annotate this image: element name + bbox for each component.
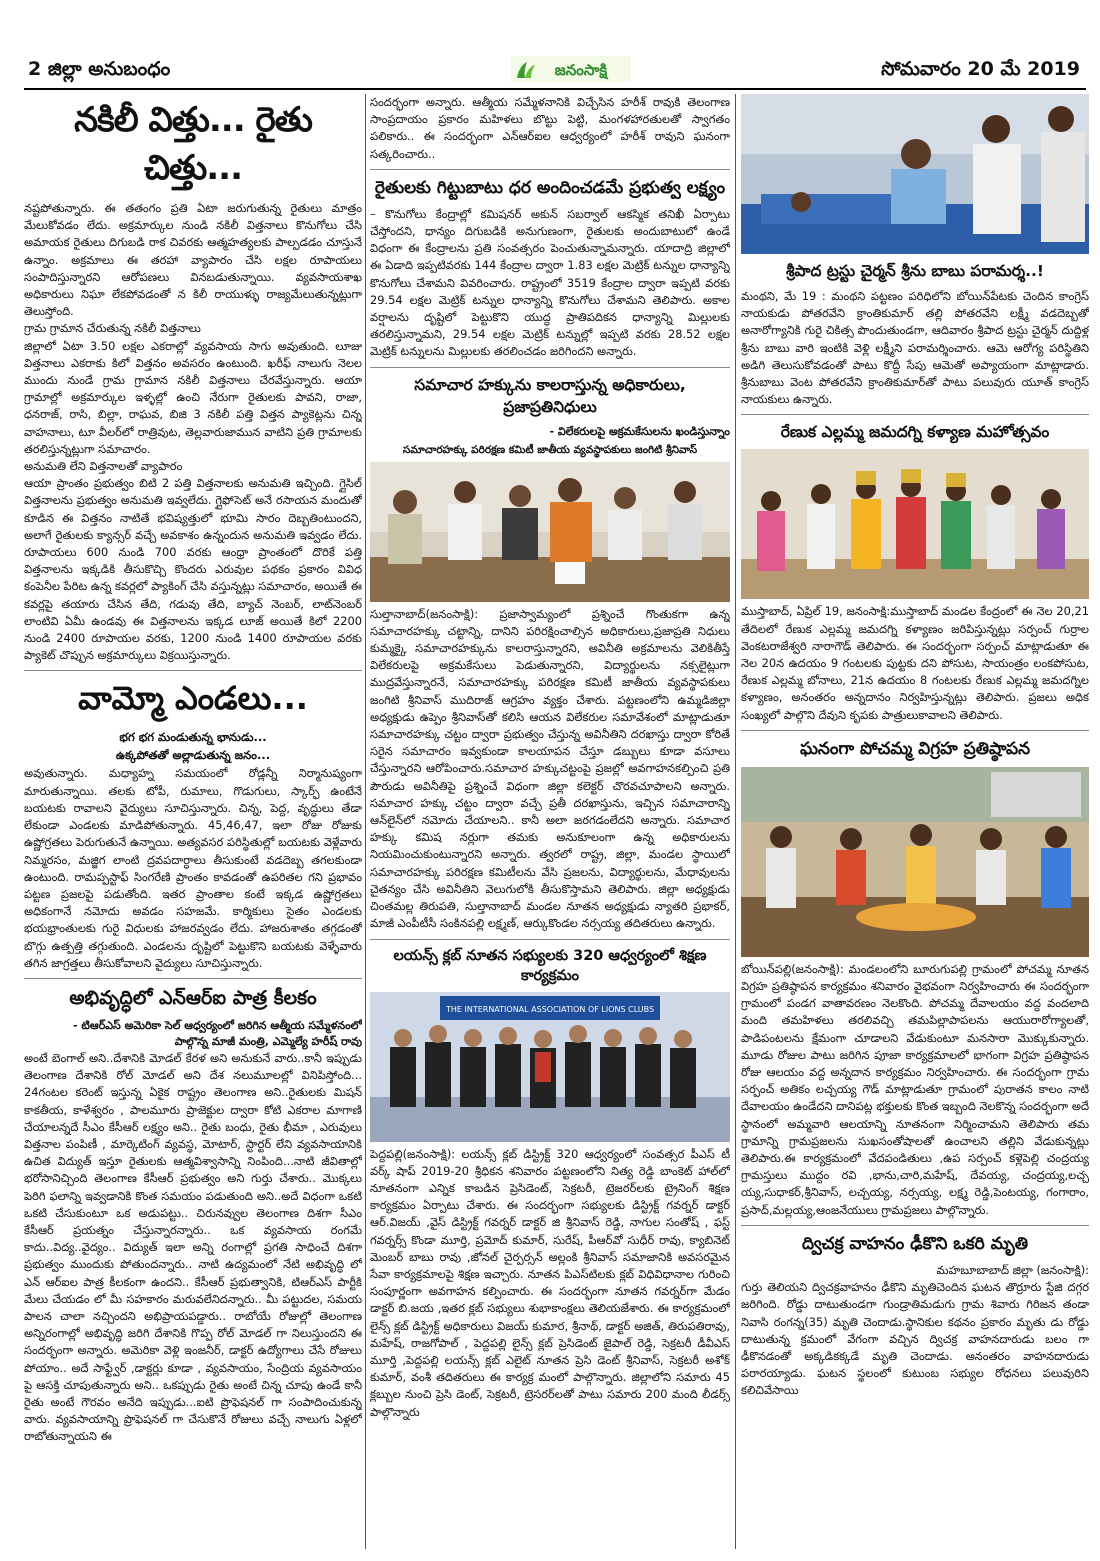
subheadline: భగ భగ మండుతున్న భానుడు...	[119, 730, 267, 745]
article-text: అంటే బెంగాల్ అని..దేశానికి మోడల్ కేరళ అని అనుకునే వారు..కానీ ఇప్పుడు తెలంగాణ దేశానికి రోల్ మోడల్ అని దేశ నలుమూలల్లో వినిపిస్తోంది... 24గంటల కరెంట్ ఇస్తున్న ఏకైక రాష్ట్రం తెలంగాణ అని..రైతులకు మిషన్ కాకతీయ, కాళేశ్వరం , పాలమూరు ప్రాజెక్టుల ద్వారా కోటి ఎకరాల మాగాణి చేయాలన్నదే సీఎం కేసీఆర్ లక్ష్యం అని.. రైతు బంధు, రైతు భీమా , ఎరువులు విత్తనాల పంపిణీ , మార్కెటింగ్ వ్యవస్థ, మోటార్, స్టార్టర్ లేని వ్యవసాయానికి ఉచిత విద్యుత్ ఇస్తూ రైతులకు ఆత్మవిశ్వాసాన్ని నింపింది...నాటి జీవితాల్లో భరోసానిచ్చింది తెలంగాణ కేసీఆర్ ప్రభుత్వం అని గుర్తు చేశారు.. మొక్కలు పెరిగి ఫలాన్ని ఇవ్వడానికి కొంత సమయం పడుతుంది అని..అదే విధంగా ఒకటి ఒకటి చేసుకుంటూ ఒక అడుపట్టు.. చిరునవ్వుల తెలంగాణ దిశగా సీఎం కేసీఆర్ ప్రయత్నం చేస్తున్నారన్నారు.. ఒక వ్యవసాయ రంగమే కాదు..విద్య..వైద్యం.. విద్యుత్ ఇలా అన్ని రంగాల్లో ప్రగతి సాధించే దిశగా ప్రభుత్వం ముందుకు పోతుందన్నారు.. నాటి ఉద్యమంలో నేటి అభివృద్ధి లో ఎన్ ఆర్ఐల పాత్ర కీలకంగా ఉందని.. కేసీఆర్ ప్రభుత్వానికి, టిఆర్ఎస్ పార్టీకి మేలు చేయడం లో మీ సహకారం మరువలేనిదన్నారు.. మీ పట్టుదల, సమయ పాలన చాలా నచ్చిందని అభిప్రాయపడ్డారు.. రాబోయే రోజుల్లో తెలంగాణ అన్నిరంగాల్లో అభివృద్ధి జరిగి దేశానికి గొప్ప రోల్ మోడల్ గా నిలుస్తుందని ఈ సందర్భంగా అన్నారు. అమెరికా వెళ్లి ఇంజనీర్, డాక్టర్ ఉద్యోగాలు చేసే రోజులు పోయాం.. అదే సాఫ్ట్వేర్ ,డాక్టర్లు కూడా , వ్యవసాయం, సేంద్రియ వ్యవసాయం పై ఆసక్తి చూపుతున్నారు అని.. ఒకప్పుడు రైతు అంటే చిన్న చూపు ఉండే కానీ రైతు అంటే గౌరవం అనేది ఇప్పుడు...ఐటి ప్రొఫెషనల్ గా సంపాదించుకున్న వారు. వ్యవసాయాన్ని ప్రొఫెషనల్ గా చేసుకొనే రోజులు వచ్చే నాలుగు ఏళ్లలో రాబోతున్నాయని ఈ	[24, 1050, 362, 1444]
article-two-wheeler-accident	[741, 1234, 1089, 1400]
subheadline: పాల్గొన్న మాజీ మంత్రి, ఎమ్మెల్యే హరీష్ రావు	[174, 1034, 362, 1048]
subheadline: - టిఆర్ఎస్ అమెరికా సెల్ ఆధ్వర్యంలో జరిగిన ఆత్మీయ సమ్మేళనంలో	[73, 1018, 362, 1032]
article-pochamma-idol	[741, 739, 1089, 1219]
rti-press-meet-photo	[370, 462, 730, 602]
article-separator	[741, 730, 1089, 731]
article-rti	[370, 376, 730, 933]
article-text: ఆయా ప్రాంతం ప్రభుత్వం బిటి 2 పత్తి విత్తనాలకు అనుమతి ఇచ్చింది. గ్లైసిల్ విత్తనాలను ప్రభుత్వం అనుమతి ఇవ్వలేదు. గ్లైఫోసెట్ అనే రసాయన మందుతో కూడిన ఈ విత్తనం నాటితే భవిష్యత్తులో భూమి సారం దెబ్బతింటుందని, అలాగే రైతులకు క్యాన్సర్ వచ్చే అవకాశం ఉన్నందున అనుమతి ఇవ్వడం లేదు. రూపాయలు 600 నుండి 700 వరకు ఆంధ్రా ప్రాంతంలో దొరికే పత్తి విత్తనాలను ఇక్కడికి తీసుకొచ్చి కొందరు ఎరువుల పథకం ప్రకారం వివిధ కంపెనీల పేరిట ఉన్న కవర్లలో ప్యాకింగ్ చేసి వస్తున్నట్లు సమాచారం, అయితే ఈ కవర్లపై తయారు చేసిన తేది, గడువు తేది, బ్యాచ్ నెంబర్, లాట్‌నెంబర్ లాంటివి ఏమీ ఉండవు ఈ విత్తనాలను ఇక్కడ లూజ్ అయితే కిలో 2200 నుండి 2400 రూపాయల వరకు, 1200 నుండి 1400 రూపాయల వరకు ప్యాకెట్ చొప్పున అక్రమార్కులు విక్రయిస్తున్నారు.	[24, 476, 362, 663]
article-nri-role	[24, 987, 362, 1446]
festival-procession-photo	[741, 449, 1089, 599]
article-renuka-yellamma	[741, 423, 1089, 723]
issue-date: సోమవారం 20 మే 2019	[881, 58, 1080, 80]
article-text: సందర్భంగా అన్నారు. ఆత్మీయ సమ్మేళనానికి విచ్చేసిన హరీశ్ రావుకి తెలంగాణ సాంప్రదాయం ప్రకారం మహిళలు బొట్టు పెట్టి, మంగళహారతులతో స్వాగతం పలికారు.. ఈ సందర్భంగా ఎన్ఆర్ఐల ఆధ్వర్యంలో హరీశ్ రావుని ఘనంగా సత్కరించారు..	[370, 95, 730, 161]
headline: సమాచార హక్కును కాలరాస్తున్న అధికారులు, ప్రజాప్రతినిధులు	[414, 375, 686, 416]
headline: నకిలీ విత్తు... రైతు చిత్తు...	[74, 100, 312, 188]
masthead-logo	[511, 56, 631, 82]
subheadline: - విలేకరులపై అక్రమకేసులను ఖండిస్తున్నాం	[549, 424, 730, 438]
article-separator	[741, 1225, 1089, 1226]
column-3	[741, 94, 1089, 1549]
headline: శ్రీపాద ట్రస్టు చైర్మన్ శ్రీను బాబు పరామర్శ..!	[786, 262, 1044, 280]
article-text: నష్టపోతున్నారు. ఈ తతంగం ప్రతి ఏటా జరుగుతున్న రైతులు మాత్రం మేలుకోవడం లేదు. అక్రమార్కుల నుండి నకిలీ విత్తనాలు కొనుగోలు చేసి అమాయక రైతులు దిగుబడి రాక చివరకు ఆత్మహత్యలకు పాల్పడడం చూస్తునే ఉన్నాం. అక్రమాలు ఈ తరహా వ్యాపారం చేసి లక్షల రూపాయలు సంపాదిస్తున్నారని ఆరోపణలు వినబడుతున్నాయి. వ్యవసాయశాఖ అధికారులు నిఘా లేకపోవడంతో న కిలీ రాయుళ్ళు రాజ్యమేలుతున్నట్లుగా తెలుస్తోంది.	[24, 201, 362, 319]
headline: రైతులకు గిట్టుబాటు ధర అందించడమే ప్రభుత్వ లక్ష్యం	[374, 177, 726, 198]
page-label: 2 జిల్లా అనుబంధం	[28, 58, 171, 80]
article-text: గుర్తు తెలియని ద్విచక్రవాహనం ఢీకొని మృతిచెందిన ఘటన తొర్రూరు స్టేజి దగ్గర జరిగింది. రోడ్డు దాటుతుండగా గుండ్రాతిమడుగు గ్రామ శివారు గిరిజన తండా నివాసి రంగన్న(35) మృతి చెందాడు.స్థానికుల కథనం ప్రకారం మృతు డు రోడ్డు దాటుతున్న క్రమంలో వేగంగా వచ్చిన ద్విచక్ర వాహనదారుడు బలం గా ఢీకొనడంతో అక్కడికక్కడే మృతి చెందాడు. అనంతరం వాహనదారుడు పరారయ్యాడు. ఘటన స్థలంలో కుటుంబ సభ్యుల రోధనలు పలువురిని కలిచివేసాయి	[741, 1280, 1089, 1398]
article-text: ముస్తాబాద్, ఏప్రిల్ 19, జనంసాక్షి:ముస్తాబాద్ మండల కేంద్రంలో ఈ నెల 20,21 తేదిలలో రేణుక ఎల్లమ్మ జమదగ్ని కళ్యాణం జరిపిస్తున్నట్లు సర్పంచ్ గుర్రాల వెంకటరాజేశ్వరి నారాగౌడ్ తెలిపారు. ఈ సందర్భంగా సర్పంచ్ మాట్లాడుతూ ఈ నెల 20న ఉదయం 9 గంటలకు పుట్టకు దని పోసుట, సాయంత్రం లంకపోసుట, రేణుక ఎల్లమ్మ బోనాలు, 21న ఉదయం 8 గంటలకు రేణుక ఎల్లమ్మ జమదగ్నిల కళ్యాణం, అనంతరం అన్నదానం నిర్వహిస్తున్నట్లు తెలిపారు. ప్రజలు అధిక సంఖ్యలో పాల్గొని దేవుని కృపకు పాత్రులుకావాలని తెలిపారు.	[741, 604, 1089, 722]
article-text: జిల్లాలో ఏటా 3.50 లక్షల ఎకరాల్లో వ్యవసాయ సాగు అవుతుంది. లూజు విత్తనాలు ఎకరాకు కిలో విత్తనం అవసరం ఉంటుంది. ఖరీఫ్ నాలుగు నెలల ముందు నుండే గ్రామ గ్రామాన నకిలీ విత్తనాలు చేరవేస్తున్నారు. ఆయా గ్రామాల్లో అక్రమార్కుల ఇళ్ళల్లో ఉంచి నేరుగా రైతులకు పావని, రాజా, ధనరాజ్, రాసి, బిల్లా, రాఘవ, బిజి 3 నకిలీ పత్తి విత్తన ప్యాకెట్లను చిన్న వాహనాలు, టూ వీలర్‌లో రాత్రివుట, తెల్లవారుజామున వాటిని ప్రతి గ్రామాలకు తరలిస్తున్నట్లుగా సమాచారం.	[24, 338, 362, 456]
logo-text: జనంసాక్షి	[554, 61, 608, 79]
article-separator	[370, 367, 730, 368]
article-text: – కొనుగోలు కేంద్రాల్లో కమిషనర్ అకున్ సబర్వాల్ ఆకస్మిక తనిఖీ ఏర్పాటు చేస్తోందని, ధాన్యం దిగుబడికి అనుగుణంగా, రైతులకు అందుబాటులో ఉండే విధంగా ఈ కేంద్రాలను ప్రతి సంవత్సరం పెంచుతున్నామన్నారు. యాదాద్రి జిల్లాలో ఈ ఏడాది ఇప్పటివరకు 144 కేంద్రాల ద్వారా 1.83 లక్షల మెట్రిక్ టన్నుల ధాన్యాన్ని కొనుగోలు చేశామని వివరించారు. రాష్ట్రంలో 3519 కేంద్రాల ద్వారా ఇప్పటి వరకు 29.54 లక్షల మెట్రిక్ టన్నుల ధాన్యాన్ని కొనుగోలు చేశామని తెలిపారు. అకాల వర్షాలను దృష్టిలో పెట్టుకొని యుద్ధ ప్రాతిపదికన ధాన్యాన్ని మిల్లులకు తరలిస్తున్నామని, 29.54 లక్షల మెట్రిక్ టన్నుల్లో ఇప్పటి వరకు 28.52 లక్షల మెట్రిక్ టన్నులను మిల్లులకు తరలించడం జరిగిందని అన్నారు.	[370, 206, 730, 359]
article-heatwave	[24, 679, 362, 971]
headline: లయన్స్ క్లబ్ నూతన సభ్యులకు 320 ఆధ్వర్యంలో శిక్షణ కార్యక్రమం	[393, 947, 707, 984]
column-divider	[735, 94, 736, 1549]
article-subhead: అనుమతి లేని విత్తనాలతో వ్యాపారం	[24, 459, 183, 474]
article-separator	[370, 169, 730, 170]
article-text: పెద్దపల్లి(జనంసాక్షి): లయన్స్ క్లబ్ డిస్ట్రిక్ట్ 320 ఆధ్వర్యంలో సంవత్సర పీఎస్ టీ వర్క్ షాప్ 2019-20 శ్రీధికన శనివారం పట్టణంలోని నిత్య రెడ్డి బాంకెట్ హాల్‌లో నూతనంగా ఎన్నిక కాబడిన ప్రెసిడెంట్, సెక్రటరీ, ట్రెజరర్‌లకు ట్రైనింగ్ శిక్షణ కార్యక్రమం ఏర్పాటు చేశారు. ఈ సందర్భంగా సభ్యులకు డిస్ట్రిక్ట్ గవర్నర్ డాక్టర్ ఆర్.విజయ్ ,వైస్ డిస్ట్రిక్ట్ గవర్నర్ డాక్టర్ జి శ్రీనివాస్ రెడ్డి, నాగుల సంతోష్ , ఫస్ట్ గవర్నర్స్ కొండా మూర్తి, ప్రమోద్ కుమార్, సురేష్, పీఆర్‌వో సుధీర్ రావు, క్యాబినెట్ మెంబర్ బాబు రావు ,జోనల్ చైర్పర్సన్ అల్లంకి శ్రీనివాస్ సమాజానికి అవసరమైన సేవా కార్యక్రమాలపై శిక్షణ ఇచ్చారు. నూతన పిఎస్‌టిలకు క్లబ్ విధివిధానాల గురించి సంపూర్ణంగా అవగాహన కల్పించారు. ఈ సందర్భంగా నూతన గవర్నర్‌గా మేడం డాక్టర్ బి.జయ ,ఇతర క్లబ్ సభ్యులు శుభాకాంక్షలు తెలియజేశారు. ఈ కార్యక్రమంలో లైన్స్ క్లబ్ డిస్ట్రిక్ట్ అధికారులు విజయ్ కుమార, శ్రీనాథ్, డాక్టర్ అజిత్, తిరుపతిరావు, మహేష్, రాజగోపాల్ , పెద్దపల్లి లైన్స్ క్లబ్ ప్రెసిడెంట్ జైపాల్ రెడ్డి, సెక్రటరీ డీవీఎస్ మూర్తి ,పెద్దపల్లి లయన్స్ క్లబ్ ఎలైట్ నూతన ప్రెసి డెంట్ శ్రీనివాస్, సెక్రటరీ అశోక్ కుమార్, వంశీ తదితరులు ఈ కార్యక్ర మంలో పాల్గొన్నారు. జిల్లాలోని సమారు 45 క్లబ్బుల నుంచి ప్రెసి డెంట్, సెక్రటరీ, ట్రెసరర్‌లతో పాటు సమారు 200 మంది లీడర్స్ పాల్గొన్నారు	[370, 1146, 730, 1419]
subheadline: సమాచారహక్కు పరిరక్షణ కమిటీ జాతీయ వ్యవస్థాపకులు జంగిటి శ్రీనివాస్	[402, 443, 698, 456]
article-text: సుల్తానాబాద్(జనంసాక్షి): ప్రజాస్వామ్యంలో ప్రశ్నించే గొంతుకగా ఉన్న సమాచారహక్కు చట్టాన్ని, దానిని పరిరక్షించాల్సిన అధికారులు,ప్రజాప్రతి నిధులు కుమ్మక్కై సమాచారహక్కును కాలరాస్తున్నారని, అవినీతి అక్రమాలను వెలికితీస్తే విలేకరులపై అక్రమకేసులు పెడుతున్నారని, విద్యార్థులను నక్సలైట్లుగా ముద్రవేస్తున్నారనే, సమాచారహక్కు పరిరక్షణ కమిటీ జాతీయ వ్యవస్థాపకులు జంగిటి శ్రీనివాస్ ముదిరాజ్ ఆగ్రహం వ్యక్తం చేశారు. పట్టణంలోని ఉమ్మడిజిల్లా అధ్యక్షుడు ఉప్పెం శ్రీనివాస్‌తో కలిసి ఆయన విలేకరుల సమావేశంలో మాట్లాడుతూ సమాచారహక్కు చట్టం ద్వారా ప్రభుత్వం చేస్తున్న అవినీతిని దరఖాస్తు ద్వారా కోరితే సరైన సమాచారం ఇవ్వకుండా కాలయాపన చేస్తూ డబ్బులు కూడా వసూలు చేస్తున్నారని ఆరోపించారు.సమాచార హక్కుచట్టంపై ప్రజల్లో అవగాహనకల్పించి ప్రతి పౌరుడు అవినీతిపై ప్రశ్నించే విధంగా జిల్లా కలెక్టర్ చొరవచూపాలని అన్నారు. సమాచార హక్కు చట్టం ద్వారా వచ్చే ప్రతీ దరఖాస్తును, ఇచ్చిన సమాచారాన్ని ఆన్‌లైన్‌లో నమోదు చేయాలని.. కానీ అలా జరగడంలేదని అన్నారు. సమాచార హక్కు కమిష నర్లుగా తమకు అనుకూలంగా ఉన్న అధికారులను నియమించుకుంటున్నారని అన్నారు‌. త్వరలో రాష్ట్ర, జిల్లా, మండల స్థాయిలో సమాచారహక్కు పరిరక్షణ కమిటీలను వేసి ప్రజలను, విద్యార్థులను, మేధావులను చైతన్యం చేసి అవినీతిని వెలుగులోకి తీసుకొస్తామని తెలిపారు. జిల్లా అధ్యక్షుడు చింతమల్ల తిరుపతి, సుల్తానాబాద్ మండల నూతన అధ్యక్షుడు న్యాతరి ప్రభాకర్, మాజీ ఎంపీటీసీ సంకినపల్లి లక్ష్మణ్, ఆర్కుకొండల నర్సయ్య తదితరులు ఉన్నారు.	[370, 606, 730, 931]
subheadline: ఉక్కపోతతో అల్లాడుతున్న జనం...	[115, 748, 271, 763]
article-fake-seeds	[24, 100, 362, 664]
idol-installation-photo	[741, 767, 1089, 957]
page-header	[24, 54, 1086, 90]
headline: వామ్మో ఎండలు...	[78, 679, 308, 718]
banner-text: THE INTERNATIONAL ASSOCIATION OF LIONS CLUBS	[445, 1004, 655, 1014]
header-rule	[24, 88, 1086, 90]
article-text: మంథని, మే 19 : మంథని పట్టణం పరిధిలోని బోయిన్‌పేటకు చెందిన కాంగ్రెస్ నాయకుడు పోతరవేని క్రాంతికుమార్ తల్లి పోతరవేని లక్ష్మీ వడదెబ్బతో అనారోగ్యానికి గురై చికిత్స పొందుతుండగా, ఆదివారం శ్రీపాద ట్రస్టు చైర్మన్ దుద్దిళ్ల శ్రీను బాబు వారి ఇంటికి వెళ్లి లక్ష్మీని పరామర్శించారు. ఆమె ఆరోగ్య పరిస్థితిని అడిగి తెలుసుకోవడంతో పాటు కొద్దీ సేపు ఆమెతో అప్యాయంగా మాట్లాడారు. శ్రీనుబాబు వెంట పోతరవేని క్రాంతికుమార్‌తో పాటు పలువురు యూత్ కాంగ్రెస్ నాయకులు ఉన్నారు.	[741, 289, 1089, 407]
article-lions-club	[370, 948, 730, 1421]
headline: రేణుక ఎల్లమ్మ జమదగ్ని కళ్యాణ మహోత్సవం	[780, 423, 1050, 442]
headline: ఘనంగా పోచమ్మ విగ్రహ ప్రతిష్ఠాపన	[799, 738, 1031, 759]
article-text: అవుతున్నారు. మధ్యాహ్న సమయంలో రోడ్లన్నీ నిర్మానుష్యంగా మారుతున్నాయి. తలకు టోపీ, రుమాలు, గొడుగులు, స్కార్ఫ్ ఉంటేనే బయటకు రావాలని వైద్యులు సూచిస్తున్నారు. చిన్న, పెద్ద, వృద్ధులు తేడా లేకుండా ఎండలకు మాడిపోతున్నారు. 45,46,47, ఇలా రోజు రోజుకు ఉష్ణోగ్రతలు పెరుగుతునే ఉన్నాయి. అత్యవసర పరిస్థితుల్లో బయటకు వెళ్లేవారు నిమ్మరసం, మజ్జిగ లాంటి ద్రవపదార్ధాలు తీసుకుంటే వడదెబ్బ తగలకుండా ఉంటుంది. రామప్పస్టాఫ్ సింగరేణి ప్రాంతం కావడంతో ఉపరితల గని ప్రభావం పట్టణ ప్రజలపై పడుతోంది. ఇతర ప్రాంతాల కంటే ఇక్కడ ఉష్ణోగ్రతలు అధికంగానే నమోదు అవడం సహజమే. కార్మికులు సైతం ఎండలకు భయభ్రాంతులకు గురై విధులకు హాజరవ్వడం లేదు. హాజరుశాతం తగ్గడంతో బొగ్గు ఉత్పత్తి తగ్గుతుంది. ఎండలను దృష్టిలో పెట్టుకొని బయటకు వెళ్ళేవారు తగిన జాగ్రత్తలు తీసుకోవాలని వైద్యులు సూచిస్తున్నారు.	[24, 766, 362, 970]
hospital-visit-photo	[741, 94, 1089, 254]
article-subhead: గ్రామ గ్రామాన చేరుతున్న నకిలీ విత్తనాలు	[24, 321, 201, 336]
lions-club-photo	[370, 992, 730, 1142]
article-separator	[741, 414, 1089, 415]
column-1	[24, 94, 362, 1549]
article-separator	[24, 670, 362, 671]
column-divider	[365, 94, 366, 1549]
column-2	[370, 94, 730, 1549]
article-text: బోయిన్‌పల్లి(జనంసాక్షి): మండలంలోని బూరుగుపల్లి గ్రామంలో పోచమ్మ నూతన విగ్రహ ప్రతిష్ఠాపన కార్యక్రమం శనివారం వైభవంగా నిర్వహించారు ఈ సందర్భంగా గ్రామంలో పండగ వాతావరణం నెలకొంది. పోచమ్మ దేవాలయం వద్ద వందలాది మంది తమహిళలు తరలివచ్చి తమపిల్లాపాపలను ఆయురారోగ్యాలతో, పాడిపంటలను క్షేమంగా చూడాలని వేడుకుంటూ మనసారా మొక్కుకున్నారు. మూడు రోజుల పాటు జరిగిన పూజా కార్యక్రమాలలో భాగంగా విగ్రహ ప్రతిష్ఠాపన రోజు ఆలయం వద్ద అన్నదాన కార్యక్రమం నిర్వహించారు. ఈ సందర్భంగా గ్రామ సర్పంచ్ అతికం లచ్చయ్య గౌడ్ మాట్లాడుతూ గ్రామంలో పురాతన కాలం నాటి దేవాలయం ఉండేదని దానిపట్ల భక్తులకు కొంత ఇబ్బంది నెలకొన్న సందర్భంగా అదే స్థానంలో అమ్మవారి ఆలయాన్ని నూతనంగా నిర్మించామని తెలిపారు తమ గ్రామాన్ని గ్రామప్రజలను సుఖసంతోషాలతో ఉంచాలని తల్లిని వేడుకున్నట్లు తెలిపారు.ఈ కార్యక్రమంలో వేదపండితులు ,ఉప సర్పంచ్ కళ్లెపెల్లి చంద్రయ్య గ్రామస్తులు ముద్దం రవి ,భాను,చారి,మహేష్, దేవయ్య, చంద్రయ్య,లచ్చ య్య,సుధాకర్,శ్రీనివాస్, లచ్చయ్య, నర్సయ్య, లక్ష్మ రెడ్డి,పెంటయ్య, గంగారాం, ప్రసాద్,మల్లయ్య,ఆంజనేయులు గ్రామప్రజలు పాల్గొన్నారు.	[741, 961, 1089, 1217]
article-farmers-price	[370, 178, 730, 361]
article-dateline: మహబూబాబాద్ జిల్లా (జనంసాక్షి):	[936, 1262, 1089, 1277]
headline: అభివృద్ధిలో ఎన్ఆర్ఐ పాత్ర కీలకం	[69, 986, 317, 1009]
headline: ద్విచక్ర వాహనం ఢీకొని ఒకరి మృతి	[801, 1233, 1029, 1254]
article-separator	[24, 978, 362, 979]
article-sreepada-trust	[741, 94, 1089, 408]
article-separator	[370, 939, 730, 940]
